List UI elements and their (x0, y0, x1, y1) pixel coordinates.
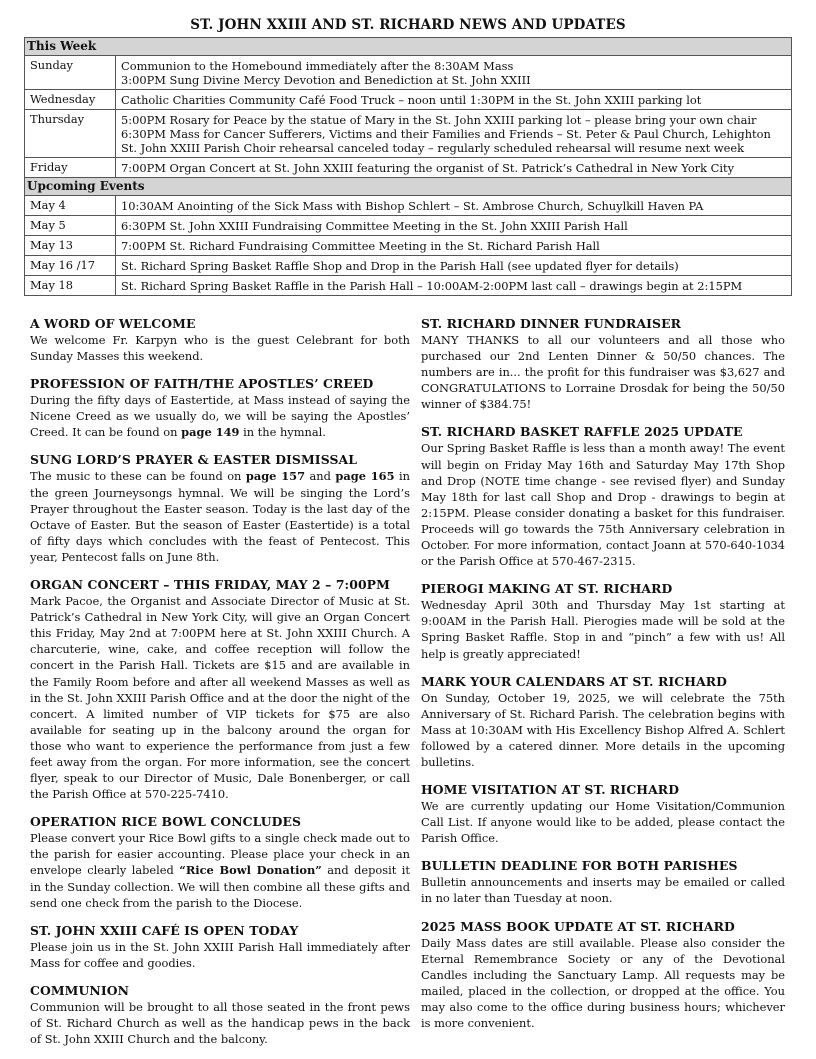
event-line: St. Richard Spring Basket Raffle Shop and Drop in the Parish Hall (see updated flyer for details) (121, 259, 679, 273)
event-description (116, 196, 792, 216)
this-week-row (25, 158, 792, 178)
emphasis-text: page 157 (245, 469, 306, 484)
event-description (116, 216, 792, 236)
article-heading: 2025 MASS BOOK UPDATE AT ST. RICHARD (421, 918, 735, 934)
article-heading: COMMUNION (30, 982, 130, 998)
article-heading: ST. RICHARD DINNER FUNDRAISER (421, 316, 682, 331)
this-week-header-row (25, 38, 792, 56)
article (421, 424, 785, 569)
event-line: 7:00PM St. Richard Fundraising Committee Meeting in the St. Richard Parish Hall (121, 239, 600, 253)
event-description (116, 276, 792, 296)
article-body (421, 874, 785, 906)
event-day: May 4 (25, 196, 116, 216)
upcoming-events-row (25, 236, 792, 256)
article-body (30, 593, 410, 802)
event-day: Thursday (25, 110, 116, 158)
article (30, 577, 410, 802)
body-text: We are currently updating our Home Visitation/Communion Call List. If anyone would like to be added, please contact the Parish Office. (421, 799, 785, 846)
article-body (421, 690, 785, 770)
article (30, 316, 410, 364)
article-body (30, 939, 410, 971)
event-line: 3:00PM Sung Divine Mercy Devotion and Benediction at St. John XXIII (121, 73, 531, 87)
article-heading: BULLETIN DEADLINE FOR BOTH PARISHES (421, 858, 738, 874)
event-line: St. John XXIII Parish Choir rehearsal canceled today – regularly scheduled rehearsal will resume next week (121, 141, 745, 155)
this-week-row (25, 90, 792, 110)
event-line: 6:30PM St. John XXIII Fundraising Committee Meeting in the St. John XXIII Parish Hall (121, 219, 628, 233)
article-heading: A WORD OF WELCOME (30, 316, 196, 331)
article-body (30, 830, 410, 910)
event-description (116, 236, 792, 256)
article-heading: ST. JOHN XXIII CAFÉ IS OPEN TODAY (30, 922, 299, 938)
article (30, 923, 410, 971)
article-body (421, 332, 785, 412)
article-heading: PIEROGI MAKING AT ST. RICHARD (421, 581, 673, 597)
event-day: Wednesday (25, 90, 116, 110)
article-heading: HOME VISITATION AT ST. RICHARD (421, 782, 680, 798)
article (30, 452, 410, 565)
article (30, 983, 410, 1047)
article (421, 919, 785, 1032)
article-heading: ORGAN CONCERT – THIS FRIDAY, MAY 2 – 7:00PM (30, 577, 390, 593)
article-body (421, 798, 785, 846)
upcoming-events-row (25, 256, 792, 276)
article-body (421, 597, 785, 661)
event-line: 7:00PM Organ Concert at St. John XXIII featuring the organist of St. Patrick’s Cathedral in New York City (121, 161, 735, 175)
body-text: Bulletin announcements and inserts may be emailed or called in no later than Tuesday at noon. (421, 875, 785, 906)
event-day: Sunday (25, 56, 116, 90)
article-heading: ST. RICHARD BASKET RAFFLE 2025 UPDATE (421, 424, 743, 440)
upcoming-events-heading: Upcoming Events (25, 178, 792, 196)
this-week-row (25, 56, 792, 90)
body-text: The music to these can be found on (30, 469, 246, 484)
article (421, 674, 785, 770)
schedule-table (24, 37, 792, 296)
event-description (116, 90, 792, 110)
article-body (30, 392, 410, 440)
article (421, 316, 785, 412)
body-text: We welcome Fr. Karpyn who is the guest Celebrant for both Sunday Masses this weekend. (30, 333, 410, 364)
event-day: May 5 (25, 216, 116, 236)
this-week-row (25, 110, 792, 158)
body-text: and deposit it in the Sunday collection. We will then combine all these gifts and send one check from the parish to the Diocese. (30, 863, 410, 910)
left-column (30, 316, 410, 1059)
event-line: Communion to the Homebound immediately after the 8:30AM Mass (121, 59, 514, 73)
body-text: During the fifty days of Eastertide, at Mass instead of saying the Nicene Creed as we usually do, we will be saying the Apostles’ Creed. It can be found on (30, 393, 410, 440)
article-heading: PROFESSION OF FAITH/THE APOSTLES’ CREED (30, 376, 374, 392)
event-day: May 13 (25, 236, 116, 256)
article-heading: OPERATION RICE BOWL CONCLUDES (30, 814, 302, 830)
event-line: St. Richard Spring Basket Raffle in the Parish Hall – 10:00AM-2:00PM last call – drawings begin at 2:15PM (121, 279, 743, 293)
upcoming-events-header-row (25, 178, 792, 196)
right-column (421, 316, 785, 1043)
event-day: Friday (25, 158, 116, 178)
article-body (30, 332, 410, 364)
article-body (30, 468, 410, 565)
body-text: Wednesday April 30th and Thursday May 1st starting at 9:00AM in the Parish Hall. Pierogies made will be sold at the Spring Basket Raffle. Stop in and “pinch” a few with us! All help is greatly appreciated! (421, 598, 785, 661)
article (421, 581, 785, 661)
article-body (30, 999, 410, 1047)
body-text: Mark Pacoe, the Organist and Associate Director of Music at St. Patrick’s Cathedral in New York City, will give an Organ Concert this Friday, May 2nd at 7:00PM here at St. John XXIII Church. A charcuterie, wine, cake, and coffee reception will follow the concert in the Parish Hall. Tickets are $15 and are available in the Family Room before and after all weekend Masses as well as in the St. John XXIII Parish Office and at the door the night of the concert. A limited number of VIP tickets for $75 are also available for seating up in the balcony around the organ for those who want to experience the performance from just a few feet away from the organ. For more information, see the concert flyer, speak to our Director of Music, Dale Bonenberger, or call the Parish Office at 570-225-7410. (30, 594, 410, 802)
body-text: Please convert your Rice Bowl gifts to a single check made out to the parish for easier accounting. Please place your check in an envelope clearly labeled (30, 831, 410, 878)
page-title: ST. JOHN XXIII AND ST. RICHARD NEWS AND UPDATES (190, 17, 626, 33)
emphasis-text: page 149 (181, 425, 240, 440)
event-description (116, 56, 792, 90)
article (421, 782, 785, 846)
body-text: in the hymnal. (239, 425, 326, 440)
body-text: Communion will be brought to all those seated in the front pews of St. Richard Church as well as the handicap pews in the back of St. John XXIII Church and the balcony. (30, 999, 410, 1047)
body-text: On Sunday, October 19, 2025, we will celebrate the 75th Anniversary of St. Richard Parish. The celebration begins with Mass at 10:30AM with His Excellency Bishop Alfred A. Schlert followed by a catered dinner. More details in the upcoming bulletins. (421, 690, 785, 769)
article (421, 858, 785, 906)
event-day: May 16 /17 (25, 256, 116, 276)
article-heading: MARK YOUR CALENDARS AT ST. RICHARD (421, 673, 728, 689)
article (30, 376, 410, 440)
upcoming-events-row (25, 196, 792, 216)
emphasis-text: page 165 (335, 469, 395, 484)
event-line: Catholic Charities Community Café Food Truck – noon until 1:30PM in the St. John XXIII parking lot (121, 93, 702, 107)
upcoming-events-row (25, 216, 792, 236)
event-description (116, 158, 792, 178)
article-heading: SUNG LORD’S PRAYER & EASTER DISMISSAL (30, 452, 358, 468)
article-body (421, 440, 785, 569)
emphasis-text: “Rice Bowl Donation” (179, 863, 322, 878)
body-text: Please join us in the St. John XXIII Parish Hall immediately after Mass for coffee and goodies. (30, 939, 410, 970)
body-text: MANY THANKS to all our volunteers and all those who purchased our 2nd Lenten Dinner & 50/50 chances. The numbers are in... the profit for this fundraiser was $3,627 and CONGRATULATIONS to Lorraine Drosdak for being the 50/50 winner of $384.75! (421, 333, 785, 412)
event-day: May 18 (25, 276, 116, 296)
body-text: in the green Journeysongs hymnal. We will be singing the Lord’s Prayer throughout the Easter season. Today is the last day of the Octave of Easter. But the season of Easter (Eastertide) is a total of fifty days which concludes with the feast of Pentecost. This year, Pentecost falls on June 8th. (30, 469, 410, 564)
event-description (116, 110, 792, 158)
article-body (421, 935, 785, 1032)
article (30, 814, 410, 910)
body-text: Daily Mass dates are still available. Please also consider the Eternal Remembrance Society or any of the Devotional Candles including the Sanctuary Lamp. All requests may be mailed, placed in the collection, or dropped at the office. You may also come to the office during business hours; whichever is more convenient. (421, 935, 785, 1030)
upcoming-events-row (25, 276, 792, 296)
event-line: 6:30PM Mass for Cancer Sufferers, Victims and their Families and Friends – St. Peter & Paul Church, Lehighton (121, 127, 771, 141)
body-text: Our Spring Basket Raffle is less than a month away! The event will begin on Friday May 16th and Saturday May 17th Shop and Drop (NOTE time change - see revised flyer) and Sunday May 18th for last call Shop and Drop - drawings to begin at 2:15PM. Please consider donating a basket for this fundraiser. Proceeds will go towards the 75th Anniversary celebration in October. For more information, contact Joann at 570-640-1034 or the Parish Office at 570-467-2315. (421, 441, 785, 569)
event-description (116, 256, 792, 276)
body-text: and (305, 469, 336, 484)
this-week-heading: This Week (25, 38, 792, 56)
event-line: 10:30AM Anointing of the Sick Mass with Bishop Schlert – St. Ambrose Church, Schuylkill Haven PA (121, 199, 704, 213)
event-line: 5:00PM Rosary for Peace by the statue of Mary in the St. John XXIII parking lot – please bring your own chair (121, 113, 757, 127)
